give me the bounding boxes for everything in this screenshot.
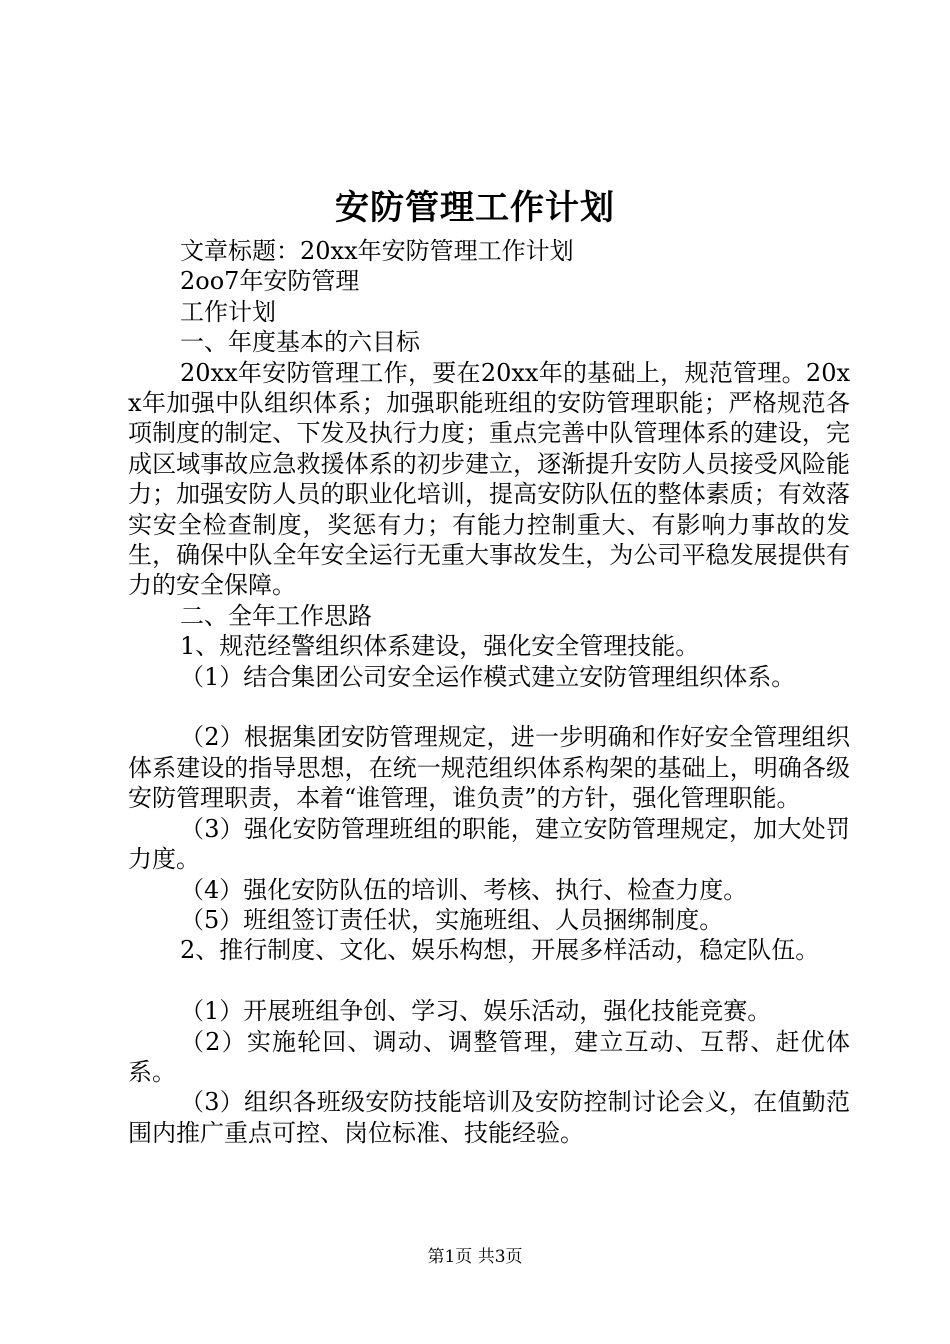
document-title: 安防管理工作计划 — [335, 188, 615, 228]
item-2: 2、推行制度、文化、娱乐构想，开展多样活动，稳定队伍。 — [180, 936, 820, 965]
plan-line: 工作计划 — [180, 297, 276, 326]
item-1-3: （3）强化安防管理班组的职能，建立安防管理规定，加大处罚力度。 — [128, 814, 850, 874]
item-2-3: （3）组织各班级安防技能培训及安防控制讨论会义，在值勤范围内推广重点可控、岗位标准、技能经验。 — [128, 1088, 850, 1147]
item-1-2: （2）根据集团安防管理规定，进一步明确和作好安全管理组织体系建设的指导思想，在统一规范组织体系构架的基础上，明确各级安防管理职责，本着“谁管理，谁负责”的方针，强化管理职能。 — [128, 723, 850, 813]
year-line: 2oo7年安防管理 — [180, 267, 360, 296]
article-title-line: 文章标题：20xx年安防管理工作计划 — [180, 237, 574, 265]
item-2-1: （1）开展班组争创、学习、娱乐活动，强化技能竞赛。 — [180, 997, 772, 1026]
blank-line — [128, 966, 850, 996]
page-number: 第1页 共3页 — [427, 1247, 523, 1267]
item-1: 1、规范经警组织体系建设，强化安全管理技能。 — [180, 632, 700, 661]
section-heading-1: 一、年度基本的六目标 — [180, 328, 420, 357]
item-1-1: （1）结合集团公司安全运作模式建立安防管理组织体系。 — [180, 662, 796, 691]
blank-line — [128, 692, 850, 722]
paragraph-goals: 20xx年安防管理工作，要在20xx年的基础上，规范管理。20xx年加强中队组织体系；加强职能班组的安防管理职能；严格规范各项制度的制定、下发及执行力度；重点完善中队管理体系的建设，完成区域事故应急救援体系的初步建立，逐渐提升安防人员接受风险能力；加强安防人员的职业化培训，提高安防队伍的整体素质；有效落实安全检查制度，奖惩有力；有能力控制重大、有影响力事故的发生，确保中队全年安全运行无重大事故发生，为公司平稳发展提供有力的安全保障。 — [128, 358, 850, 600]
item-1-4: （4）强化安防队伍的培训、考核、执行、检查力度。 — [180, 875, 748, 904]
document-body — [128, 236, 850, 1148]
section-heading-2: 二、全年工作思路 — [180, 601, 372, 630]
item-1-5: （5）班组签订责任状，实施班组、人员捆绑制度。 — [180, 905, 724, 934]
item-2-2: （2）实施轮回、调动、调整管理，建立互动、互帮、赶优体系。 — [128, 1027, 850, 1086]
